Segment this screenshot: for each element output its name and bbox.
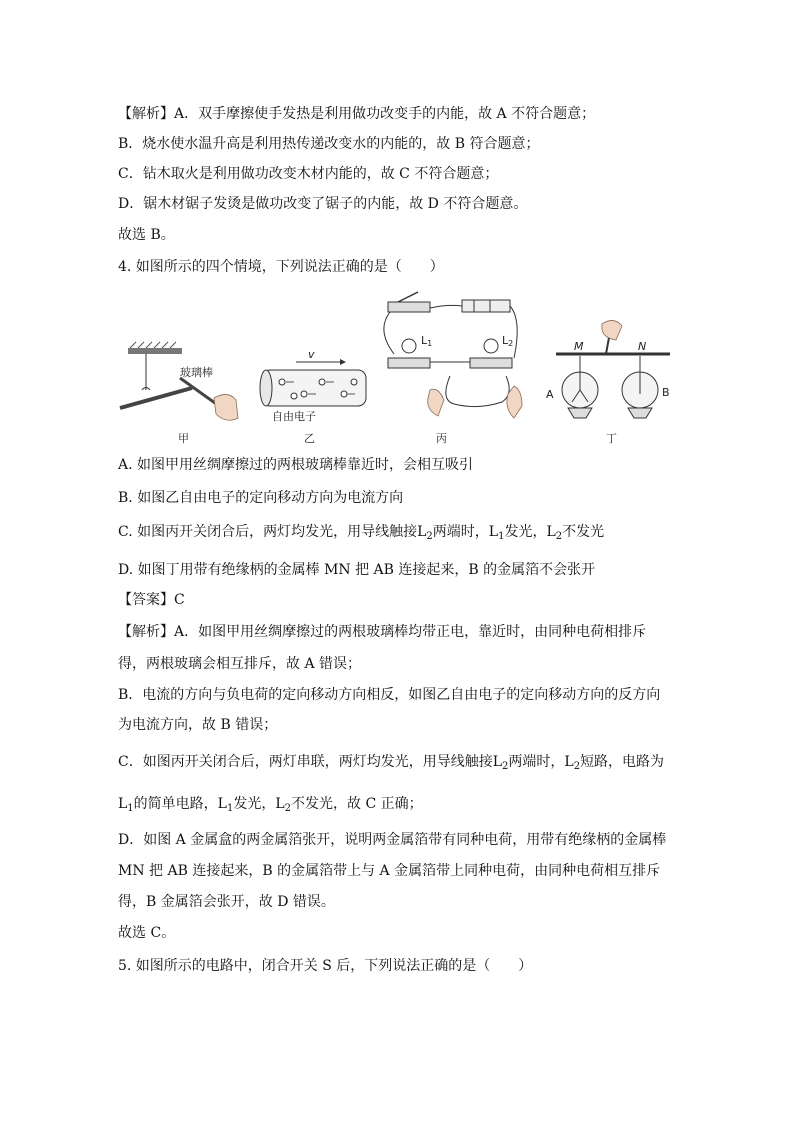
q4-option-a: A. 如图甲用丝绸摩擦过的两根玻璃棒靠近时，会相互吸引	[118, 457, 474, 473]
q4-analysis-b-1: B．电流的方向与负电荷的定向移动方向相反，如图乙自由电子的定向移动方向的反方向	[118, 687, 661, 703]
battery	[462, 300, 510, 312]
l1-label: L1	[421, 334, 433, 348]
analysis-label: 【解析】	[118, 106, 174, 122]
glass-rod-label: 玻璃棒	[180, 366, 213, 379]
left-hand	[428, 389, 444, 416]
figure-bing	[384, 292, 522, 445]
q3-analysis-c: C．钻木取火是利用做功改变木材内能的，故 C 不符合题意；	[118, 166, 499, 182]
q4-analysis-b-2: 为电流方向，故 B 错误；	[118, 717, 278, 733]
free-electron-label: 自由电子	[272, 410, 316, 423]
figure-yi	[260, 348, 366, 445]
velocity-label: v	[308, 348, 315, 361]
q4-option-c: C. 如图丙开关闭合后，两灯均发光，用导线触接$L_2$两端时，$L_1$发光，$L_2$不发光	[118, 524, 605, 542]
a-label: A	[546, 388, 554, 401]
q4-conclusion: 故选 C。	[118, 925, 176, 941]
m-label: M	[574, 340, 584, 353]
q4-analysis-a-2: 得，两根玻璃会相互排斥，故 A 错误；	[118, 656, 362, 672]
caption-yi: 乙	[304, 432, 315, 445]
b-label: B	[662, 386, 670, 399]
q4-analysis-d-2: MN 把 AB 连接起来，B 的金属箔带上与 A 金属箔带上同种电荷，由同种电荷相互排斥	[118, 863, 661, 879]
hand	[214, 394, 238, 420]
conductor	[262, 370, 366, 406]
lamp-l2	[470, 358, 512, 368]
ceiling	[128, 348, 182, 354]
q3-analysis-d: D．锯木材锯子发烫是做功改变了锯子的内能，故 D 不符合题意。	[118, 196, 528, 212]
q3-analysis-a	[118, 104, 595, 124]
q4-analysis-d-3: 得，B 金属箔会张开，故 D 错误。	[118, 894, 335, 910]
figure-ding	[546, 320, 670, 445]
holding-hand	[602, 320, 622, 340]
q4-analysis-a-1: 【解析】A．如图甲用丝绸摩擦过的两根玻璃棒均带正电，靠近时，由同种电荷相排斥	[118, 624, 647, 640]
figure-jia	[120, 342, 238, 445]
q3-analysis-b: B．烧水使水温升高是利用热传递改变水的内能的，故 B 符合题意；	[118, 136, 540, 152]
l2-label: L2	[502, 334, 514, 348]
q4-analysis-d-1: D．如图 A 金属盒的两金属箔张开，说明两金属箔带有同种电荷，用带有绝缘柄的金属棒	[118, 832, 667, 848]
q3-conclusion: 故选 B。	[118, 227, 175, 243]
q4-stem: 4. 如图所示的四个情境，下列说法正确的是（ ）	[118, 259, 444, 275]
q4-option-d: D. 如图丁用带有绝缘柄的金属棒 MN 把 AB 连接起来，B 的金属箔不会张开	[118, 562, 596, 578]
test-wire	[446, 376, 509, 407]
q4-figure	[118, 290, 678, 446]
q4-analysis-c-1: C．如图丙开关闭合后，两灯串联，两灯均发光，用导线触接$L_2$两端时，$L_2$短路，电路为	[118, 754, 665, 772]
caption-bing: 丙	[436, 432, 447, 445]
switch	[388, 302, 430, 312]
q4-analysis-c-2: $L_1$的简单电路，$L_1$发光，$L_2$不发光，故 C 正确；	[118, 796, 423, 814]
q4-answer: 【答案】C	[118, 592, 185, 608]
q5-stem: 5. 如图所示的电路中，闭合开关 S 后，下列说法正确的是（ ）	[118, 958, 533, 974]
lamp-l1	[388, 358, 430, 368]
caption-jia: 甲	[178, 432, 189, 445]
analysis-text: A．双手摩擦使手发热是利用做功改变手的内能，故 A 不符合题意；	[174, 106, 596, 122]
wire	[384, 312, 394, 354]
caption-ding: 丁	[606, 432, 617, 445]
n-label: N	[638, 340, 647, 353]
q4-option-b: B. 如图乙自由电子的定向移动方向为电流方向	[118, 490, 404, 506]
hanging-glass-rod	[120, 388, 192, 408]
